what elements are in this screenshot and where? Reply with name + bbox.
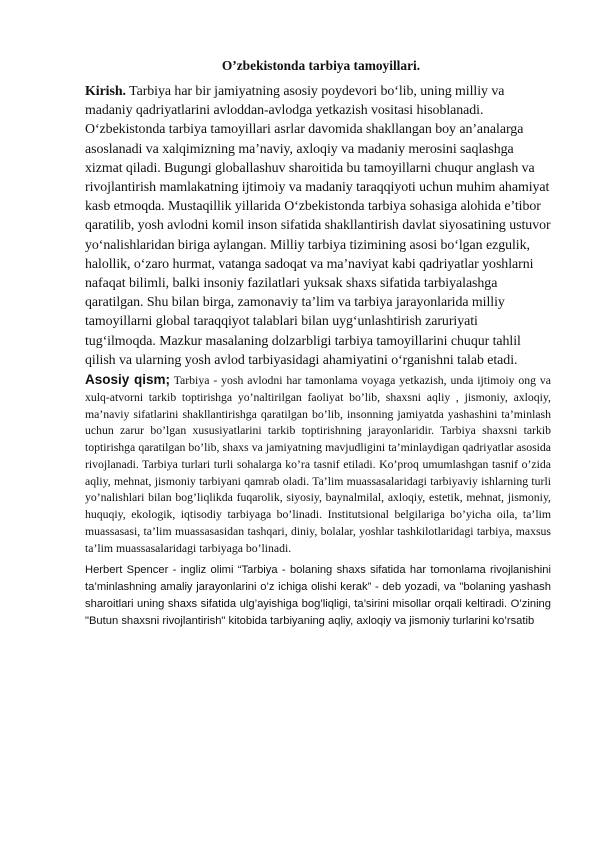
main-part-paragraph: [85, 372, 551, 557]
main-part-lead: Asosiy qism;: [85, 372, 170, 388]
intro-paragraph: [85, 82, 551, 370]
intro-lead: Kirish.: [85, 84, 126, 99]
main-part-text: Tarbiya - yosh avlodni har tamonlama voyaga yetkazish, unda ijtimoiy ong va xulq-atvorni tarkib toptirishga yo’naltirilgan faoliyat bo’lib, shaxsni aqliy , jismoniy, axloqiy, ma’naviy sifatlarini shakllantirishga qaratilgan bo’lib, insonning jamiyatda yashashini ta’minlash uchun zarur bo’lgan xususiyatlarini tarkib toptirishning jarayonlaridir. Tarbiya shaxsni tarkib toptirishga qaratilgan bo’lib, shaxs va jamiyatning mavjudligini ta’minlaydigan qadriyatlar asosida rivojlanadi. Tarbiya turlari turli sohalarga ko’ra tasnif etiladi. Ko’proq umumlashgan tasnif o’zida aqliy, mehnat, jismoniy tarbiyani qamrab oladi. Ta’lim muassasalaridagi tarbiyaviy ishlarning turli yo’nalishlari bilan bog’liqlikda fuqarolik, siyosiy, baynalmilal, axloqiy, estetik, mehnat, jismoniy, huquqiy, ekologik, iqtisodiy tarbiyaga bo’linadi. Institutsional belgilariga bo’yicha oila, ta’lim muassasasi, ta’lim muassasasidan tashqari, diniy, bolalar, yoshlar tashkilotlaridagi tarbiya, maxsus ta’lim muassasalaridagi tarbiyaga bo’linadi.: [85, 374, 551, 555]
intro-text: Tarbiya har bir jamiyatning asosiy poydevori bo‘lib, uning milliy va madaniy qadriyatlarini avloddan-avlodga yetkazish vositasi hisoblanadi. O‘zbekistonda tarbiya tamoyillari asrlar davomida shakllangan boy an’analarga asoslanadi va xalqimizning ma’naviy, axloqiy va madaniy merosini saqlashga xizmat qiladi. Bugungi globallashuv sharoitida bu tamoyillarni chuqur anglash va rivojlantirish mamlakatning ijtimoiy va madaniy taraqqiyoti uchun muhim ahamiyat kasb etmoqda. Mustaqillik yillarida O‘zbekistonda tarbiya sohasiga alohida e’tibor qaratilib, yosh avlodni komil inson sifatida shakllantirish davlat siyosatining ustuvor yo‘nalishlaridan biriga aylangan. Milliy tarbiya tizimining asosi bo‘lgan ezgulik, halollik, o‘zaro hurmat, vatanga sadoqat va ma’naviyat kabi qadriyatlar yoshlarni nafaqat bilimli, balki insoniy fazilatlari yuksak shaxs sifatida tarbiyalashga qaratilgan. Shu bilan birga, zamonaviy ta’lim va tarbiya jarayonlarida milliy tamoyillarni global taraqqiyot talablari bilan uyg‘unlashtirish zaruriyati tug‘ilmoqda. Mazkur masalaning dolzarbligi tarbiya tamoyillarini chuqur tahlil qilish va ularning yosh avlod tarbiyasidagi ahamiyatini o‘rganishni talab etadi.: [85, 84, 551, 368]
spencer-paragraph: Herbert Spencer - ingliz olimi “Tarbiya - bolaning shaxs sifatida har tomonlama rivojlanishini ta’minlashning amaliy jarayonlarini o’z ichiga olishi kerak” - deb yozadi, va "bolaning yashash sharoitlari uning shaxs sifatida ulg’ayishiga bog’liqligi, ta’sirini misollar orqali keltiradi. O’zining "Butun shaxsni rivojlantirish" kitobida tarbiyaning aqliy, axloqiy va jismoniy turlarini ko’rsatib: [85, 564, 551, 627]
document-title: O’zbekistonda tarbiya tamoyillari.: [221, 58, 421, 73]
document-page: [85, 58, 551, 629]
